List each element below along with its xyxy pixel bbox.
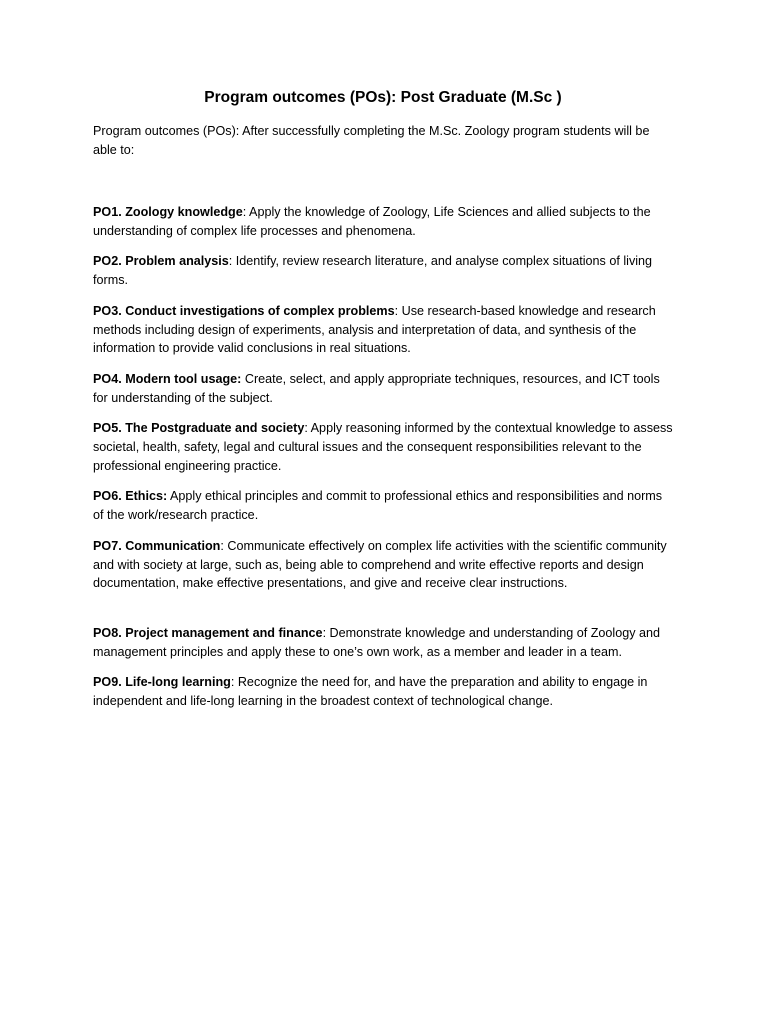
- po3-item: [93, 302, 673, 358]
- po1-item: [93, 203, 673, 240]
- intro-paragraph: Program outcomes (POs): After successfully completing the M.Sc. Zoology program students will be able to:: [93, 124, 650, 157]
- po1-heading: PO1. Zoology knowledge: [93, 205, 243, 219]
- program-outcomes-list: [93, 203, 673, 723]
- po6-heading: PO6. Ethics:: [93, 489, 168, 504]
- po6-item: [93, 487, 673, 524]
- po2-text: : Identify, review research literature, and analyse complex situations of living forms.: [93, 254, 653, 288]
- po2-item: [93, 252, 673, 289]
- po4-item: [93, 370, 673, 407]
- po9-heading: PO9. Life-long learning: [93, 675, 231, 690]
- po5-heading: PO5. The Postgraduate and society: [93, 421, 305, 436]
- po8-text: : Demonstrate knowledge and understanding of Zoology and management principles and apply these to one’s own work, as a member and leader in a team.: [93, 625, 661, 659]
- po8-item: [93, 624, 673, 661]
- po7-heading: PO7. Communication: [93, 538, 221, 553]
- po6-text: Apply ethical principles and commit to professional ethics and responsibilities and norms of the work/research practice.: [93, 489, 663, 523]
- po4-text: Create, select, and apply appropriate techniques, resources, and ICT tools for understanding of the subject.: [93, 371, 660, 405]
- page-title: Program outcomes (POs): Post Graduate (M.Sc ): [204, 89, 562, 106]
- po5-text: : Apply reasoning informed by the contextual knowledge to assess societal, health, safety, legal and cultural issues and the consequent responsibilities relevant to the professional engineering practice.: [93, 421, 673, 473]
- po5-item: [93, 419, 673, 475]
- po7-item: [93, 537, 673, 593]
- po3-text: : Use research-based knowledge and research methods including design of experiments, analysis and interpretation of data, and synthesis of the information to provide valid conclusions in real situations.: [93, 303, 656, 356]
- po4-heading: PO4. Modern tool usage:: [93, 371, 242, 386]
- po8-heading: PO8. Project management and finance: [93, 625, 323, 640]
- po9-item: [93, 673, 673, 710]
- po9-text: : Recognize the need for, and have the preparation and ability to engage in independent and life-long learning in the broadest context of technological change.: [93, 675, 648, 709]
- po1-text: : Apply the knowledge of Zoology, Life Sciences and allied subjects to the understanding of complex life processes and phenomena.: [93, 205, 651, 238]
- po3-heading: PO3. Conduct investigations of complex problems: [93, 303, 395, 318]
- po2-heading: PO2. Problem analysis: [93, 254, 229, 269]
- po7-text: : Communicate effectively on complex life activities with the scientific community and with society at large, such as, being able to comprehend and write effective reports and design documentation, make effective presentations, and give and receive clear instructions.: [93, 538, 667, 591]
